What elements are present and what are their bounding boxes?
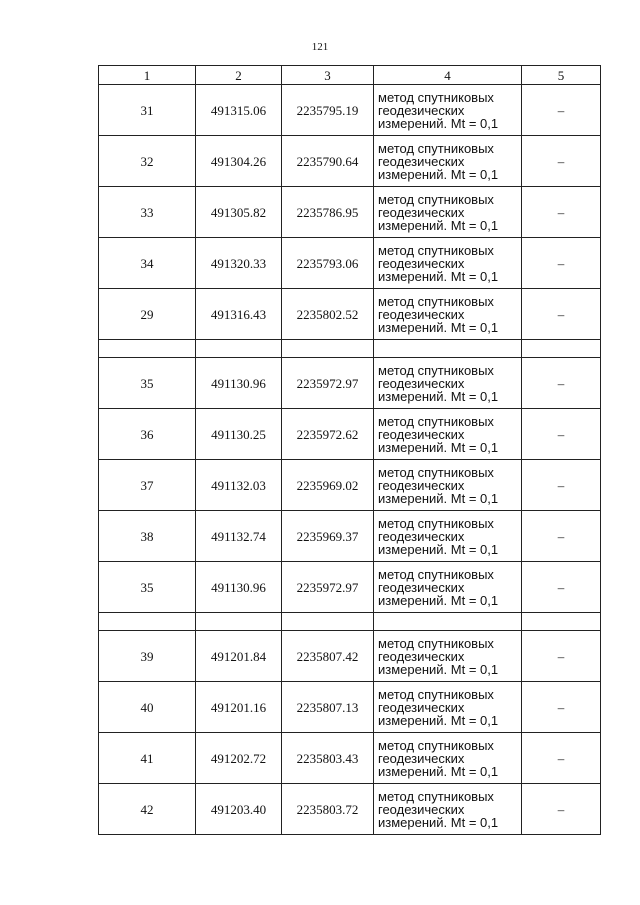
method-text-line: геодезических xyxy=(378,102,465,118)
table-row xyxy=(99,562,601,613)
table-row xyxy=(99,85,601,136)
method-text-line: метод спутниковых xyxy=(378,566,494,582)
method-text-line: измерений. Mt = 0,1 xyxy=(378,592,499,608)
point-number: 36 xyxy=(99,409,196,460)
method-text-line: геодезических xyxy=(378,204,465,220)
coord-x: 491305.82 xyxy=(196,187,282,238)
method-cell xyxy=(374,631,522,682)
empty-cell xyxy=(374,340,522,358)
method-text-line: измерений. Mt = 0,1 xyxy=(378,166,499,182)
point-number: 34 xyxy=(99,238,196,289)
empty-cell xyxy=(282,340,374,358)
coord-y: 2235807.13 xyxy=(282,682,374,733)
method-text-line: геодезических xyxy=(378,699,465,715)
method-text-line: метод спутниковых xyxy=(378,89,494,105)
table-row xyxy=(99,238,601,289)
method-text-line: геодезических xyxy=(378,306,465,322)
coord-x: 491201.16 xyxy=(196,682,282,733)
method-text-line: геодезических xyxy=(378,426,465,442)
method-text-line: измерений. Mt = 0,1 xyxy=(378,541,499,557)
accuracy-dash: – xyxy=(522,409,601,460)
coord-x: 491320.33 xyxy=(196,238,282,289)
method-text-line: геодезических xyxy=(378,579,465,595)
method-text-line: геодезических xyxy=(378,528,465,544)
method-cell xyxy=(374,238,522,289)
table-row xyxy=(99,460,601,511)
coord-x: 491130.96 xyxy=(196,358,282,409)
method-cell xyxy=(374,784,522,835)
method-text-line: метод спутниковых xyxy=(378,464,494,480)
coord-y: 2235803.43 xyxy=(282,733,374,784)
point-number: 32 xyxy=(99,136,196,187)
point-number: 41 xyxy=(99,733,196,784)
column-header: 1 xyxy=(99,66,196,85)
table-row xyxy=(99,289,601,340)
method-text-line: геодезических xyxy=(378,801,465,817)
empty-cell xyxy=(99,613,196,631)
point-number: 31 xyxy=(99,85,196,136)
method-cell xyxy=(374,187,522,238)
coord-x: 491315.06 xyxy=(196,85,282,136)
method-text-line: измерений. Mt = 0,1 xyxy=(378,712,499,728)
column-header: 2 xyxy=(196,66,282,85)
coord-y: 2235972.97 xyxy=(282,562,374,613)
point-number: 29 xyxy=(99,289,196,340)
method-cell xyxy=(374,460,522,511)
coord-x: 491203.40 xyxy=(196,784,282,835)
point-number: 35 xyxy=(99,562,196,613)
method-cell xyxy=(374,85,522,136)
coord-x: 491316.43 xyxy=(196,289,282,340)
empty-cell xyxy=(282,613,374,631)
header-row xyxy=(99,66,601,85)
coord-y: 2235972.62 xyxy=(282,409,374,460)
method-text-line: метод спутниковых xyxy=(378,191,494,207)
accuracy-dash: – xyxy=(522,358,601,409)
accuracy-dash: – xyxy=(522,682,601,733)
point-number: 39 xyxy=(99,631,196,682)
accuracy-dash: – xyxy=(522,136,601,187)
column-header: 5 xyxy=(522,66,601,85)
method-text-line: метод спутниковых xyxy=(378,737,494,753)
table-row xyxy=(99,631,601,682)
method-text-line: метод спутниковых xyxy=(378,242,494,258)
accuracy-dash: – xyxy=(522,733,601,784)
accuracy-dash: – xyxy=(522,187,601,238)
coord-x: 491132.74 xyxy=(196,511,282,562)
point-number: 42 xyxy=(99,784,196,835)
method-text-line: метод спутниковых xyxy=(378,515,494,531)
method-text-line: метод спутниковых xyxy=(378,293,494,309)
table-row xyxy=(99,136,601,187)
table-row xyxy=(99,187,601,238)
method-text-line: геодезических xyxy=(378,477,465,493)
method-text-line: измерений. Mt = 0,1 xyxy=(378,319,499,335)
accuracy-dash: – xyxy=(522,784,601,835)
table-row xyxy=(99,409,601,460)
empty-cell xyxy=(196,340,282,358)
method-text-line: геодезических xyxy=(378,750,465,766)
page-number: 121 xyxy=(311,41,329,53)
method-text-line: геодезических xyxy=(378,153,465,169)
coord-y: 2235793.06 xyxy=(282,238,374,289)
method-text-line: измерений. Mt = 0,1 xyxy=(378,763,499,779)
empty-cell xyxy=(99,340,196,358)
point-number: 40 xyxy=(99,682,196,733)
method-cell xyxy=(374,511,522,562)
method-text-line: измерений. Mt = 0,1 xyxy=(378,439,499,455)
accuracy-dash: – xyxy=(522,562,601,613)
coord-x: 491130.25 xyxy=(196,409,282,460)
method-text-line: геодезических xyxy=(378,255,465,271)
accuracy-dash: – xyxy=(522,460,601,511)
method-text-line: измерений. Mt = 0,1 xyxy=(378,115,499,131)
method-text-line: метод спутниковых xyxy=(378,686,494,702)
method-text-line: измерений. Mt = 0,1 xyxy=(378,268,499,284)
coord-y: 2235969.02 xyxy=(282,460,374,511)
accuracy-dash: – xyxy=(522,85,601,136)
coord-x: 491202.72 xyxy=(196,733,282,784)
method-text-line: измерений. Mt = 0,1 xyxy=(378,661,499,677)
empty-cell xyxy=(522,613,601,631)
column-header: 3 xyxy=(282,66,374,85)
coord-y: 2235969.37 xyxy=(282,511,374,562)
point-number: 38 xyxy=(99,511,196,562)
coord-y: 2235790.64 xyxy=(282,136,374,187)
method-cell xyxy=(374,358,522,409)
coord-x: 491304.26 xyxy=(196,136,282,187)
coord-x: 491132.03 xyxy=(196,460,282,511)
method-text-line: измерений. Mt = 0,1 xyxy=(378,814,499,830)
accuracy-dash: – xyxy=(522,631,601,682)
accuracy-dash: – xyxy=(522,289,601,340)
method-text-line: метод спутниковых xyxy=(378,140,494,156)
table-row xyxy=(99,682,601,733)
accuracy-dash: – xyxy=(522,511,601,562)
method-text-line: геодезических xyxy=(378,375,465,391)
empty-cell xyxy=(522,340,601,358)
point-number: 37 xyxy=(99,460,196,511)
method-text-line: метод спутниковых xyxy=(378,788,494,804)
separator-row xyxy=(99,340,601,358)
table-row xyxy=(99,511,601,562)
point-number: 33 xyxy=(99,187,196,238)
coord-y: 2235802.52 xyxy=(282,289,374,340)
method-text-line: метод спутниковых xyxy=(378,413,494,429)
method-text-line: измерений. Mt = 0,1 xyxy=(378,490,499,506)
method-text-line: измерений. Mt = 0,1 xyxy=(378,217,499,233)
coord-y: 2235786.95 xyxy=(282,187,374,238)
method-text-line: метод спутниковых xyxy=(378,362,494,378)
coord-y: 2235795.19 xyxy=(282,85,374,136)
coordinates-table xyxy=(98,65,601,835)
accuracy-dash: – xyxy=(522,238,601,289)
method-cell xyxy=(374,733,522,784)
coord-y: 2235972.97 xyxy=(282,358,374,409)
coord-y: 2235803.72 xyxy=(282,784,374,835)
separator-row xyxy=(99,613,601,631)
method-cell xyxy=(374,409,522,460)
coord-y: 2235807.42 xyxy=(282,631,374,682)
method-cell xyxy=(374,289,522,340)
method-cell xyxy=(374,136,522,187)
method-text-line: геодезических xyxy=(378,648,465,664)
empty-cell xyxy=(196,613,282,631)
method-text-line: измерений. Mt = 0,1 xyxy=(378,388,499,404)
coord-x: 491130.96 xyxy=(196,562,282,613)
table-row xyxy=(99,733,601,784)
table-row xyxy=(99,784,601,835)
method-text-line: метод спутниковых xyxy=(378,635,494,651)
column-header: 4 xyxy=(374,66,522,85)
table-row xyxy=(99,358,601,409)
method-cell xyxy=(374,562,522,613)
point-number: 35 xyxy=(99,358,196,409)
method-cell xyxy=(374,682,522,733)
empty-cell xyxy=(374,613,522,631)
coord-x: 491201.84 xyxy=(196,631,282,682)
